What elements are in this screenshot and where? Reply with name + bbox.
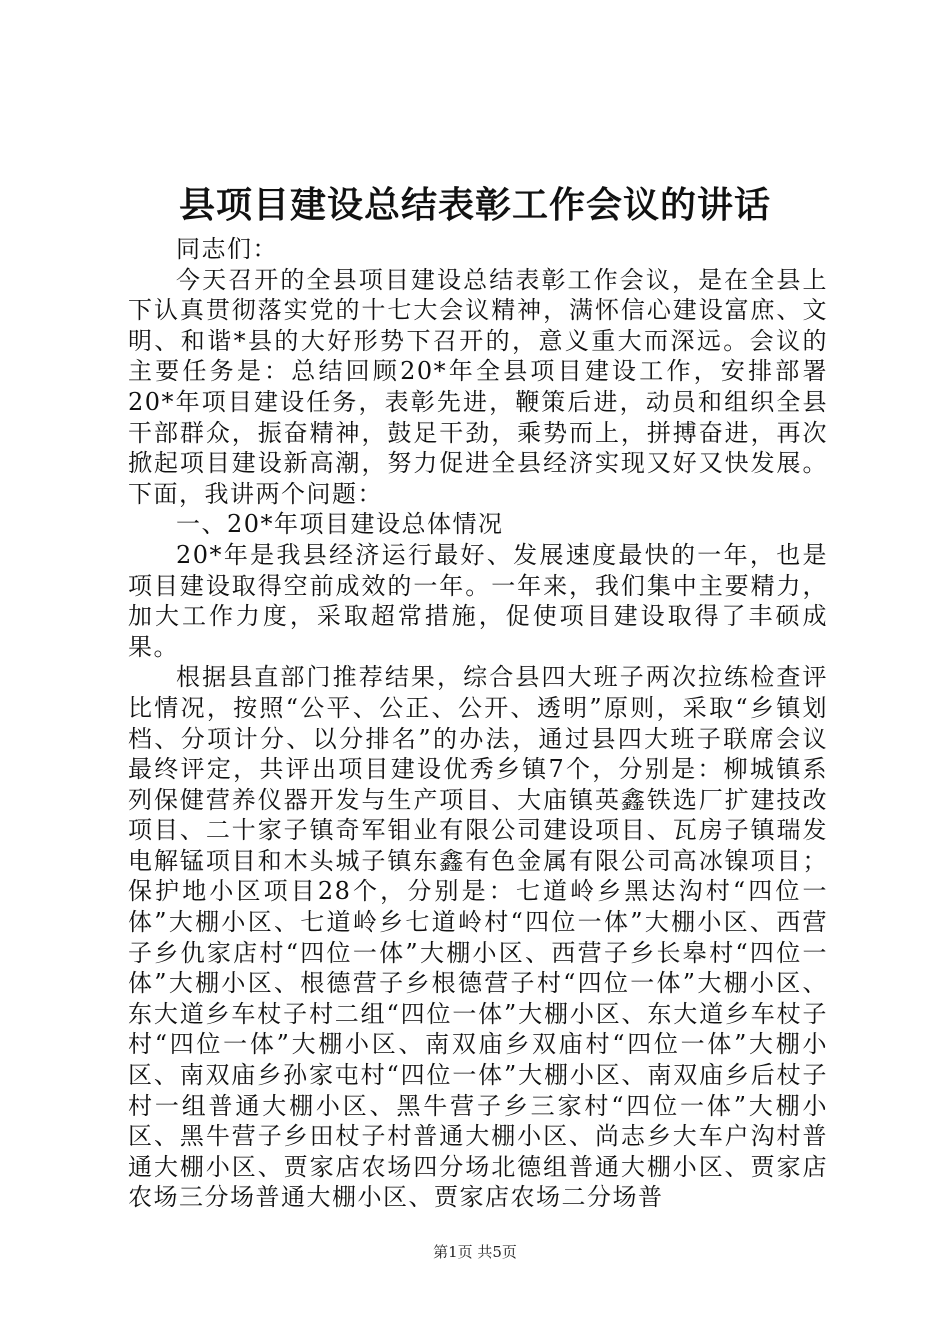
body-paragraph: 根据县直部门推荐结果，综合县四大班子两次拉练检查评比情况，按照“公平、公正、公开、透明”原则，采取“乡镇划档、分项计分、以分排名”的办法，通过县四大班子联席会议最终评定，共评出项目建设优秀乡镇7个，分别是：柳城镇系列保健营养仪器开发与生产项目、大庙镇英鑫铁选厂扩建技改项目、二十家子镇奇军钼业有限公司建设项目、瓦房子镇瑞发电解锰项目和木头城子镇东鑫有色金属有限公司高冰镍项目；保护地小区项目28个，分别是：七道岭乡黑达沟村“四位一体”大棚小区、七道岭乡七道岭村“四位一体”大棚小区、西营子乡仇家店村“四位一体”大棚小区、西营子乡长皋村“四位一体”大棚小区、根德营子乡根德营子村“四位一体”大棚小区、东大道乡车杖子村二组“四位一体”大棚小区、东大道乡车杖子村“四位一体”大棚小区、南双庙乡双庙村“四位一体”大棚小区、南双庙乡孙家屯村“四位一体”大棚小区、南双庙乡后杖子村一组普通大棚小区、黑牛营子乡三家村“四位一体”大棚小区、黑牛营子乡田杖子村普通大棚小区、尚志乡大车户沟村普通大棚小区、贾家店农场四分场北德组普通大棚小区、贾家店农场三分场普通大棚小区、贾家店农场二分场普 xyxy=(128,663,828,1212)
salutation-paragraph: 同志们： xyxy=(176,235,278,263)
section-heading: 一、20*年项目建设总体情况 xyxy=(176,510,504,539)
page-footer: 第1页 共5页 xyxy=(433,1243,517,1261)
document-title: 县项目建设总结表彰工作会议的讲话 xyxy=(178,184,771,226)
document-body xyxy=(128,234,828,1213)
body-paragraph: 今天召开的全县项目建设总结表彰工作会议，是在全县上下认真贯彻落实党的十七大会议精神，满怀信心建设富庶、文明、和谐*县的大好形势下召开的，意义重大而深远。会议的主要任务是：总结回顾20*年全县项目建设工作，安排部署20*年项目建设任务，表彰先进，鞭策后进，动员和组织全县干部群众，振奋精神，鼓足干劲，乘势而上，拼搏奋进，再次掀起项目建设新高潮，努力促进全县经济实现又好又快发展。下面，我讲两个问题： xyxy=(128,265,828,508)
body-paragraph: 20*年是我县经济运行最好、发展速度最快的一年，也是项目建设取得空前成效的一年。一年来，我们集中主要精力，加大工作力度，采取超常措施，促使项目建设取得了丰硕成果。 xyxy=(128,540,828,661)
